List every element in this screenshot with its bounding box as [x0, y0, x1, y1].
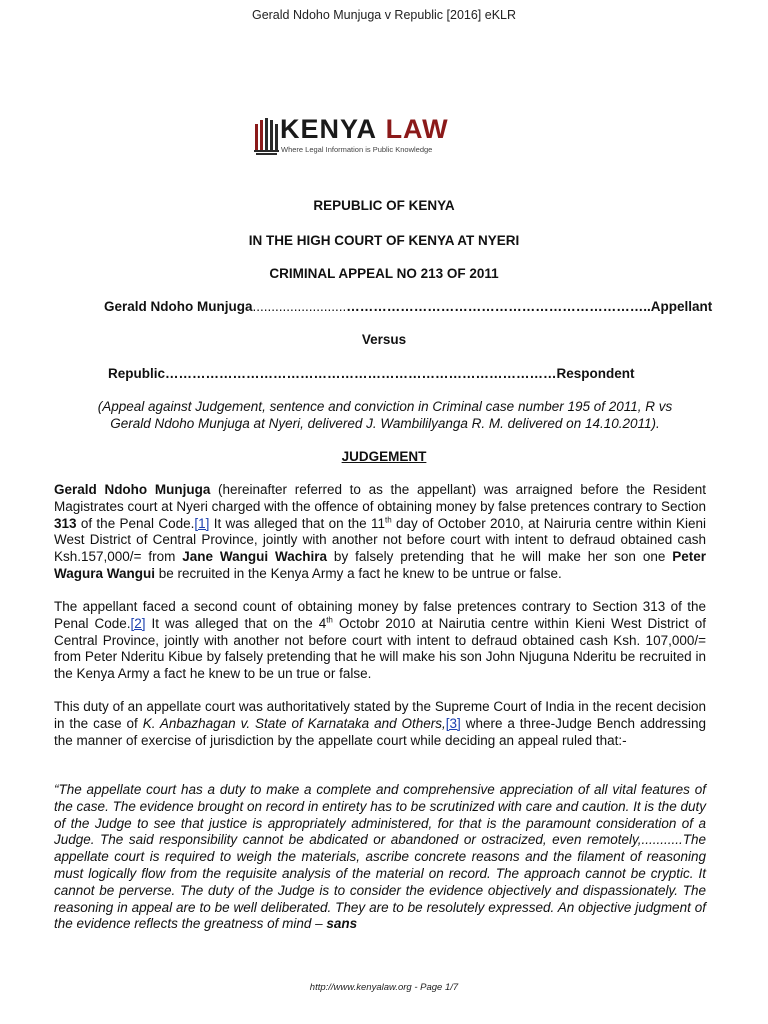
- respondent-line: Republic……………………………………………………………………………Respondent: [108, 366, 635, 381]
- kenya-law-pillars-icon: [254, 116, 280, 156]
- footnote-link-3[interactable]: [3]: [445, 715, 461, 731]
- respondent-label: Respondent: [556, 366, 635, 381]
- paragraph-3: This duty of an appellate court was authoritatively stated by the Supreme Court of India in the recent decision in the case of K. Anbazhagan v. State of Karnataka and Others,[3] where a three-Judge Bench addressing the manner of exercise of jurisdiction by the appellate court while deciding an appeal ruled that:-: [54, 699, 707, 748]
- kenya-law-logo: [254, 116, 464, 158]
- paragraph-1: Gerald Ndoho Munjuga (hereinafter referred to as the appellant) was arraigned before the Resident Magistrates court at Nyeri charged with the offence of obtaining money by false pretences contrary to Section 313 of the Penal Code.[1] It was alleged that on the 11th day of October 2010, at Nairuria centre within Kieni West District of Central Province, jointly with another not before court with intent to defraud obtained cash Ksh.157,000/= from Jane Wangui Wachira by falsely pretending that he will make her son one Peter Wagura Wangui be recruited in the Kenya Army a fact he knew to be untrue or false.: [54, 482, 707, 581]
- case-number-heading: CRIMINAL APPEAL NO 213 OF 2011: [269, 266, 499, 281]
- footnote-link-1[interactable]: [1]: [194, 515, 210, 531]
- republic-heading: REPUBLIC OF KENYA: [313, 198, 455, 213]
- quoted-passage: “The appellate court has a duty to make a complete and comprehensive appreciation of all vital features of the case. The evidence brought on record in entirety has to be scrutinized with care and caution. It is the duty of the Judge to see that justice is appropriately administered, for that is the paramount consideration of a Judge. The said responsibility cannot be abdicated or abandoned or ostracized, even remotely,...........The appellate court is required to weigh the materials, ascribe concrete reasons and the filament of reasoning must logically flow from the requisite analysis of the material on record. The approach cannot be cryptic. It cannot be perverse. The duty of the Judge is to consider the evidence objectively and dispassionately. The reasoning in appeal are to be well deliberated. They are to be resolutely expressed. An objective judgment of the evidence reflects the greatness of mind – sans: [54, 782, 706, 932]
- appellant-dots: .........................: [252, 299, 347, 314]
- paragraph-2: The appellant faced a second count of obtaining money by false pretences contrary to Section 313 of the Penal Code.[2] It was alleged that on the 4th Octobr 2010 at Nairutia centre within Kieni West District of Central Province, jointly with another not before court with intent to defraud obtained cash Ksh. 107,000/= from Peter Nderitu Kibue by falsely pretending that he will make his son John Njuguna Nderitu be recruited in the Kenya Army a fact he knew to be un true or false.: [54, 599, 706, 682]
- respondent-name: Republic: [108, 366, 166, 381]
- appellant-name: Gerald Ndoho Munjuga: [104, 299, 253, 314]
- versus-heading: Versus: [361, 332, 407, 347]
- appeal-note: (Appeal against Judgement, sentence and conviction in Criminal case number 195 of 2011, R vs Gerald Ndoho Munjuga at Nyeri, delivered J. Wambililyanga R. M. delivered on 14.10.2011).: [97, 399, 673, 431]
- judgement-heading: JUDGEMENT: [341, 449, 427, 464]
- page-footer: http://www.kenyalaw.org - Page 1/7: [309, 982, 459, 993]
- footnote-link-2[interactable]: [2]: [130, 615, 146, 631]
- logo-wordmark: KENYA LAW: [280, 114, 449, 144]
- appellant-line: Gerald Ndoho Munjuga.........................…………………………………………………………..Appellant: [104, 299, 713, 314]
- appellant-label: Appellant: [650, 299, 713, 314]
- court-heading: IN THE HIGH COURT OF KENYA AT NYERI: [248, 233, 520, 248]
- document-header-title: Gerald Ndoho Munjuga v Republic [2016] eKLR: [251, 8, 517, 22]
- logo-tagline: Where Legal Information is Public Knowledge: [281, 145, 433, 154]
